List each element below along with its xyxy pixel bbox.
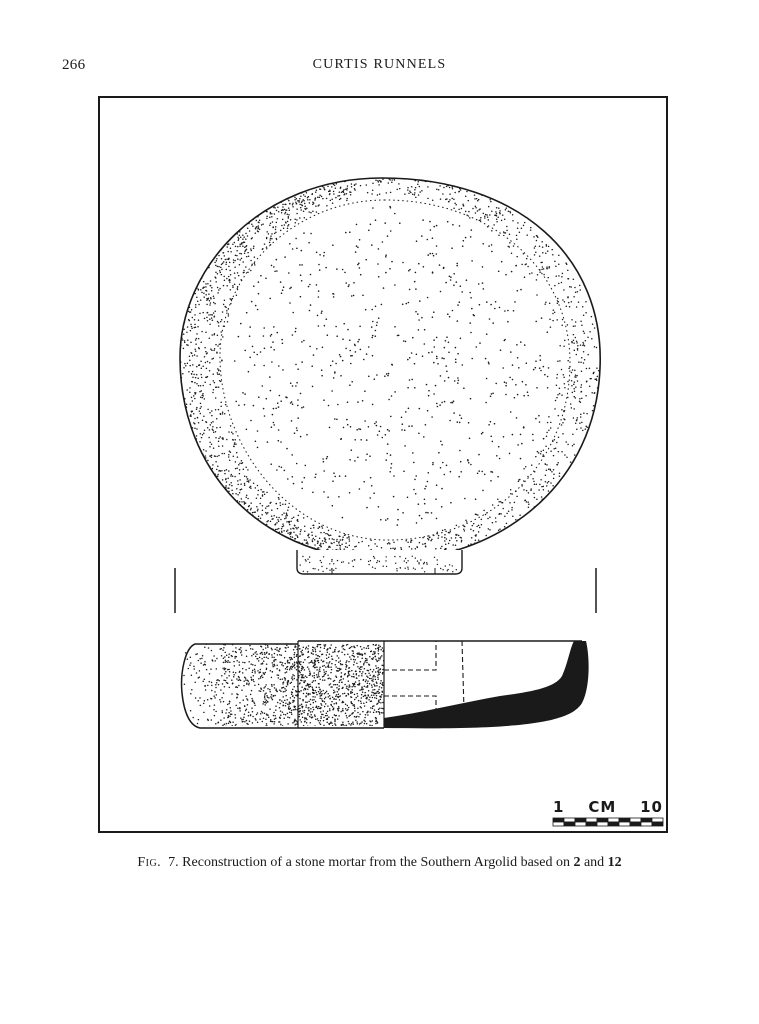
running-head: CURTIS RUNNELS xyxy=(312,57,447,72)
scale-label-start: 1 xyxy=(553,798,565,816)
caption-ref-b: 12 xyxy=(607,855,622,870)
scale-label-unit: CM xyxy=(588,798,617,816)
scale-label-end: 10 xyxy=(640,798,663,816)
caption-conjunction: and xyxy=(583,855,605,870)
caption-number: 7. xyxy=(168,855,179,870)
caption-text: Reconstruction of a stone mortar from the Southern Argolid based on xyxy=(182,855,570,870)
hollow-axis xyxy=(462,641,464,710)
hollow-profile-upper xyxy=(384,641,436,670)
figure-caption xyxy=(0,855,759,871)
mortar-basin-outline xyxy=(220,200,570,540)
scale-bar xyxy=(553,818,663,826)
figure-frame xyxy=(98,96,668,833)
insert-stipple xyxy=(297,643,384,728)
preserved-fragment xyxy=(384,641,589,728)
caption-ref-a: 2 xyxy=(573,855,581,870)
section-stipple xyxy=(182,643,298,728)
basin-stipple xyxy=(234,206,549,526)
caption-label: Fig. xyxy=(137,855,162,870)
mortar-drawing xyxy=(100,98,666,831)
hollow-profile-lower xyxy=(384,696,436,710)
scale-bar-labels xyxy=(553,798,663,816)
page-number: 266 xyxy=(62,57,86,73)
